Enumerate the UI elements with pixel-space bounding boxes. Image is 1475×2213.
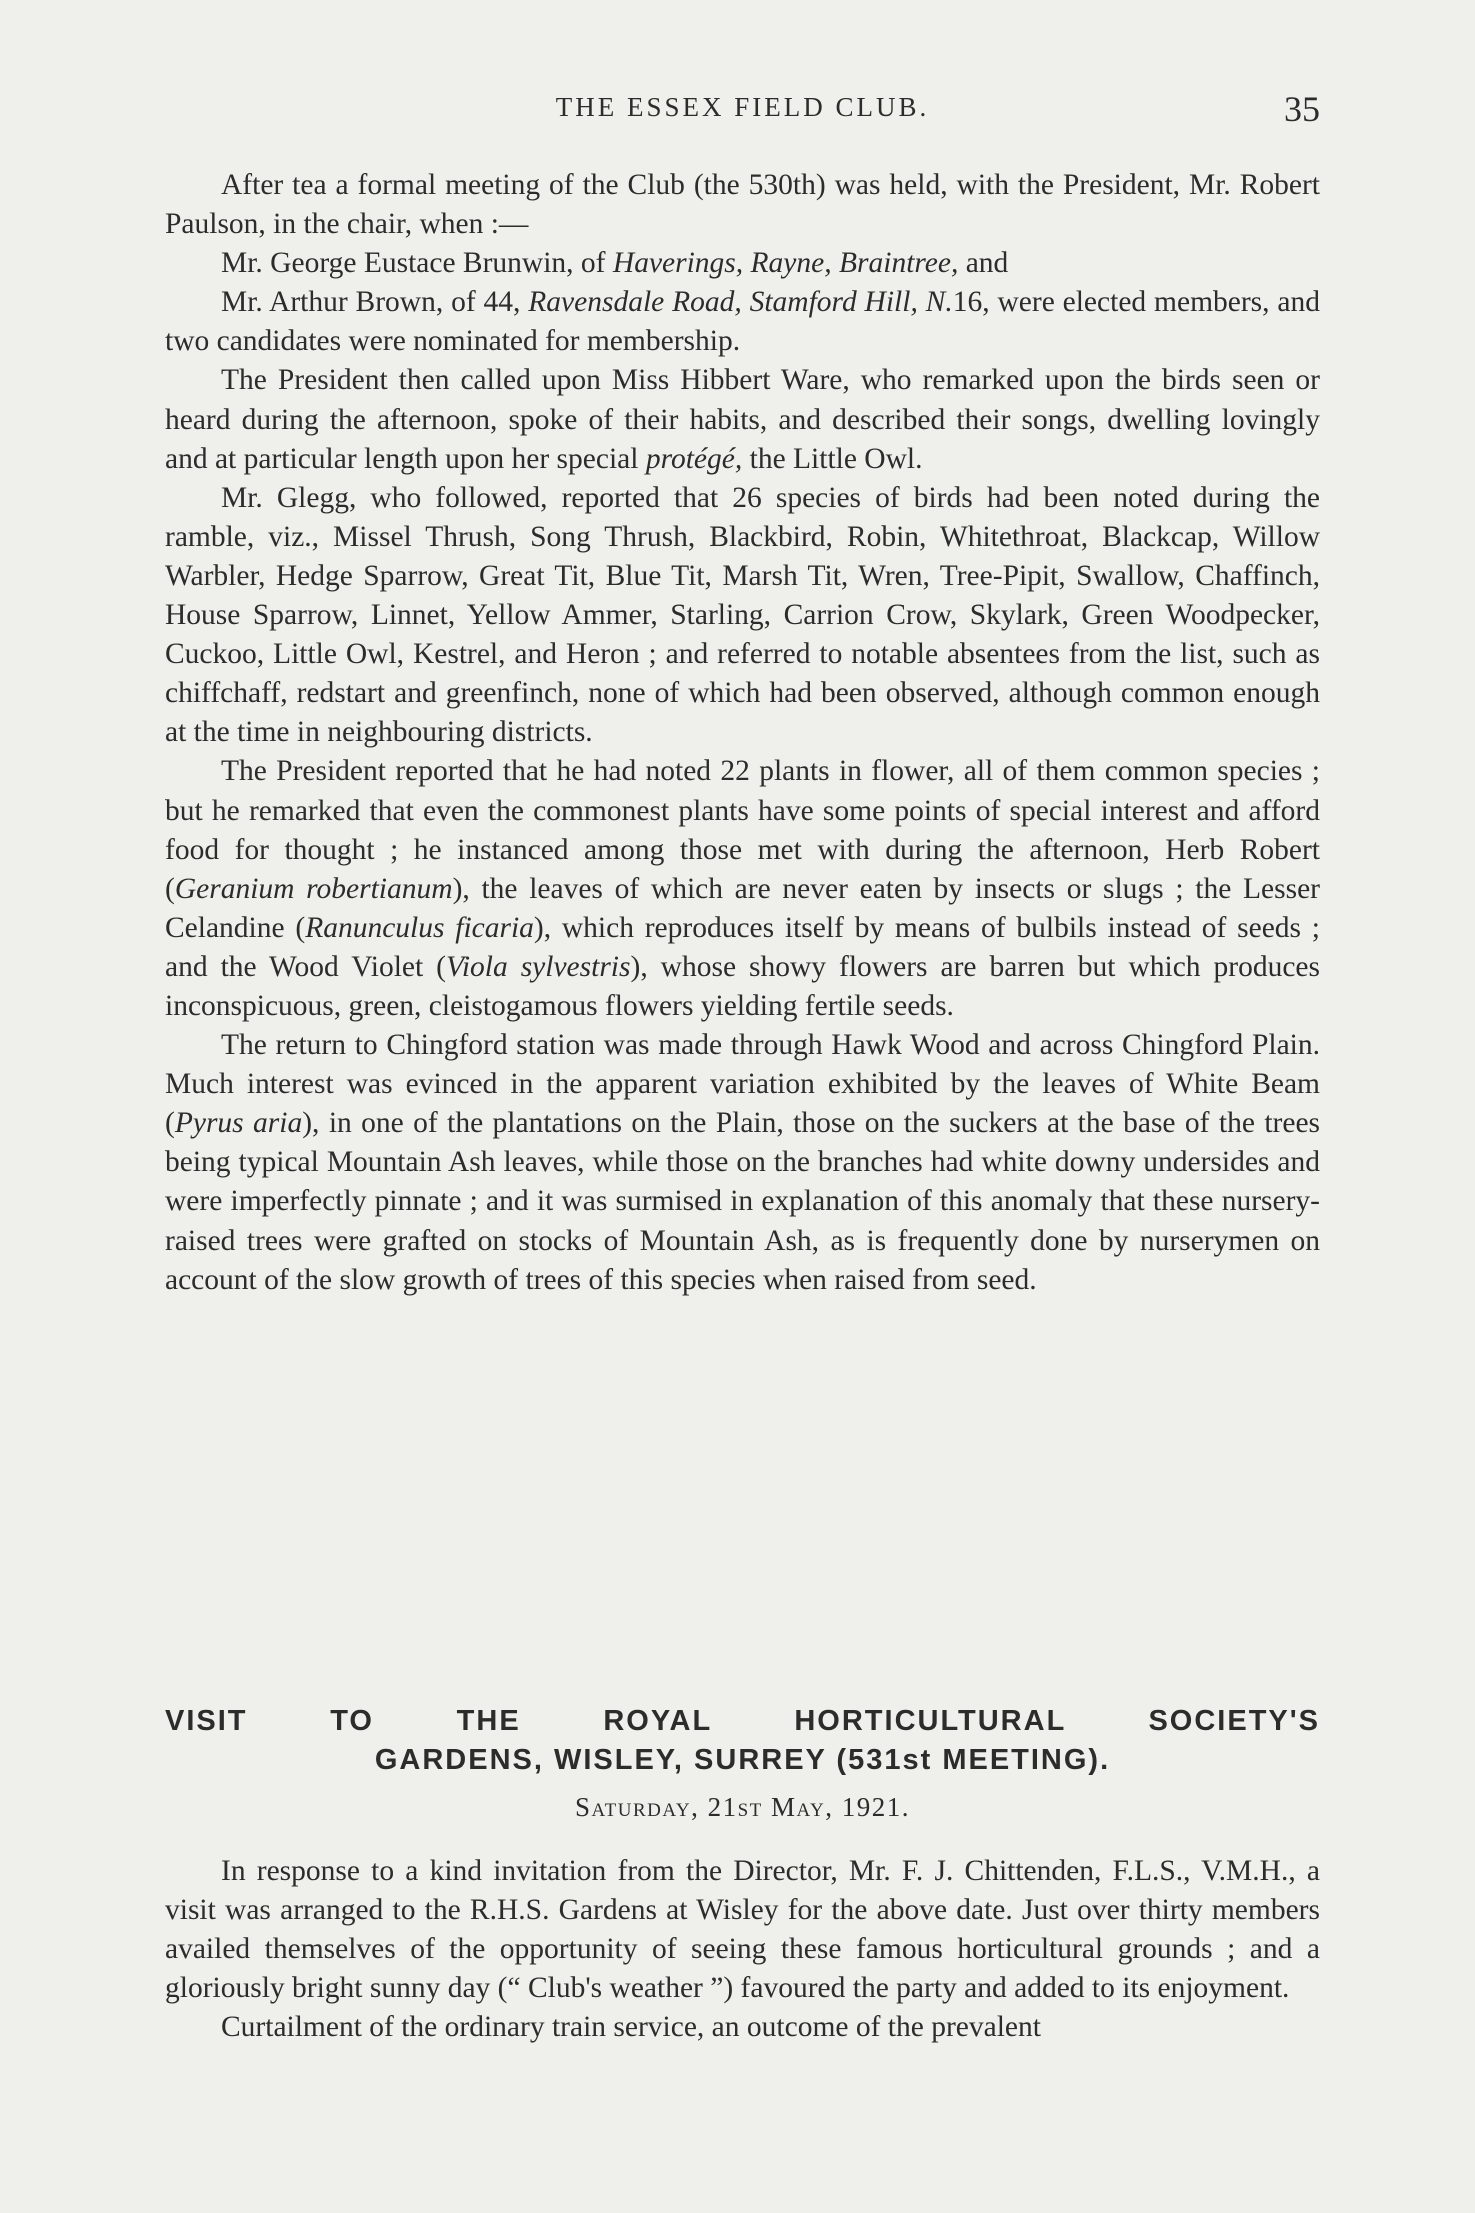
paragraph-glegg-birds: Mr. Glegg, who followed, reported that 26 species of birds had been noted during the ramble, viz., Missel Thrush, Song Thrush, Blackbird, Robin, Whitethroat, Blackcap, Willow Warbler, Hedge Sparrow, Great Tit, Blue Tit, Marsh Tit, Wren, Tree-Pipit, Swallow, Chaffinch, House Sparrow, Linnet, Yellow Ammer, Starling, Carrion Crow, Skylark, Green Woodpecker, Cuckoo, Little Owl, Kestrel, and Heron ; and referred to notable absentees from the list, such as chiffchaff, redstart and greenfinch, none of which had been observed, although common enough at the time in neighbouring districts. <box>165 481 1320 749</box>
paragraph-hibbert-ware <box>165 361 1320 478</box>
text-segment: ), which reproduces itself by means of bulbils instead of seeds ; and the Wood Violet ( <box>165 911 1320 983</box>
paragraph-plants <box>165 752 1320 1026</box>
running-head <box>165 88 1320 138</box>
text-segment: Mr. Arthur Brown, of 44, <box>221 286 529 319</box>
body-text <box>165 166 1320 1300</box>
date-text: Saturday, 21st May, 1921. <box>575 1792 910 1822</box>
page-number: 35 <box>1284 89 1320 129</box>
text-segment: the Little Owl. <box>742 442 923 475</box>
text-segment: Mr. George Eustace Brunwin, of <box>221 247 613 280</box>
text-segment: ), in one of the plantations on the Plain, those on the suckers at the base of the trees being typical Mountain Ash leaves, while those on the branches had white downy undersides and were imperfectly pinnate ; and it was surmised in explanation of this anomaly that these nursery-raised trees were grafted on stocks of Mountain Ash, as is frequently done by nurserymen on account of the slow growth of trees of this species when raised from seed. <box>165 1107 1321 1296</box>
text-segment: The President reported that he had noted 22 plants in flower, all of them common species ; but he remarked that even the commonest plants have some points of special interest and afford food for thought ; he instanced among those met with during the afternoon, Herb Robert ( <box>165 755 1320 905</box>
section-heading-line-1: VISIT TO THE ROYAL HORTICULTURAL SOCIETY'S <box>165 1705 1320 1737</box>
paragraph-member-brunwin <box>165 244 1320 283</box>
text-segment: The President then called upon Miss Hibbert Ware, who remarked upon the birds seen or heard during the afternoon, spoke of their habits, and described their songs, dwelling lovingly and at particular length upon her special <box>165 364 1320 475</box>
text-segment: The return to Chingford station was made through Hawk Wood and across Chingford Plain. Much interest was evinced in the apparent variation exhibited by the leaves of White Beam ( <box>165 1029 1320 1140</box>
address-italic: Haverings, Rayne, Braintree, <box>612 247 959 280</box>
section-date <box>165 1792 1320 1823</box>
section-heading-line-2: GARDENS, WISLEY, SURREY (531st MEETING). <box>374 1744 1111 1776</box>
paragraph-meeting: After tea a formal meeting of the Club (the 530th) was held, with the President, Mr. Robert Paulson, in the chair, when :— <box>165 169 1320 241</box>
text-segment: ), whose showy flowers are barren but which produces inconspicuous, green, cleistogamous flowers yielding fertile seeds. <box>165 950 1321 1022</box>
section-heading <box>165 1702 1320 1780</box>
protege-italic: protégé, <box>645 442 743 475</box>
paragraph-return <box>165 1026 1320 1300</box>
text-segment: 16, were elected members, and two candidates were nominated for membership. <box>165 286 1320 358</box>
species-italic: Viola sylvestris <box>446 950 631 983</box>
section-body-text <box>165 1852 1320 2047</box>
address-italic: Ravensdale Road, Stamford Hill, N. <box>528 286 953 319</box>
running-title: THE ESSEX FIELD CLUB. <box>555 92 930 122</box>
text-segment: ), the leaves of which are never eaten by insects or slugs ; the Lesser Celandine ( <box>165 872 1320 944</box>
species-italic: Pyrus aria <box>174 1107 303 1140</box>
species-italic: Ranunculus ficaria <box>305 911 534 944</box>
paragraph-member-brown <box>165 283 1320 361</box>
text-segment: and <box>958 247 1009 280</box>
paragraph-train-service: Curtailment of the ordinary train service, an outcome of the prevalent <box>221 2011 1041 2044</box>
species-italic: Geranium robertianum <box>174 872 453 905</box>
paragraph-invitation: In response to a kind invitation from the Director, Mr. F. J. Chittenden, F.L.S., V.M.H., a visit was arranged to the R.H.S. Gardens at Wisley for the above date. Just over thirty members availed themselves of the opportunity of seeing these famous horticultural grounds ; and a gloriously bright sunny day (“ Club's weather ”) favoured the party and added to its enjoyment. <box>165 1855 1320 2005</box>
